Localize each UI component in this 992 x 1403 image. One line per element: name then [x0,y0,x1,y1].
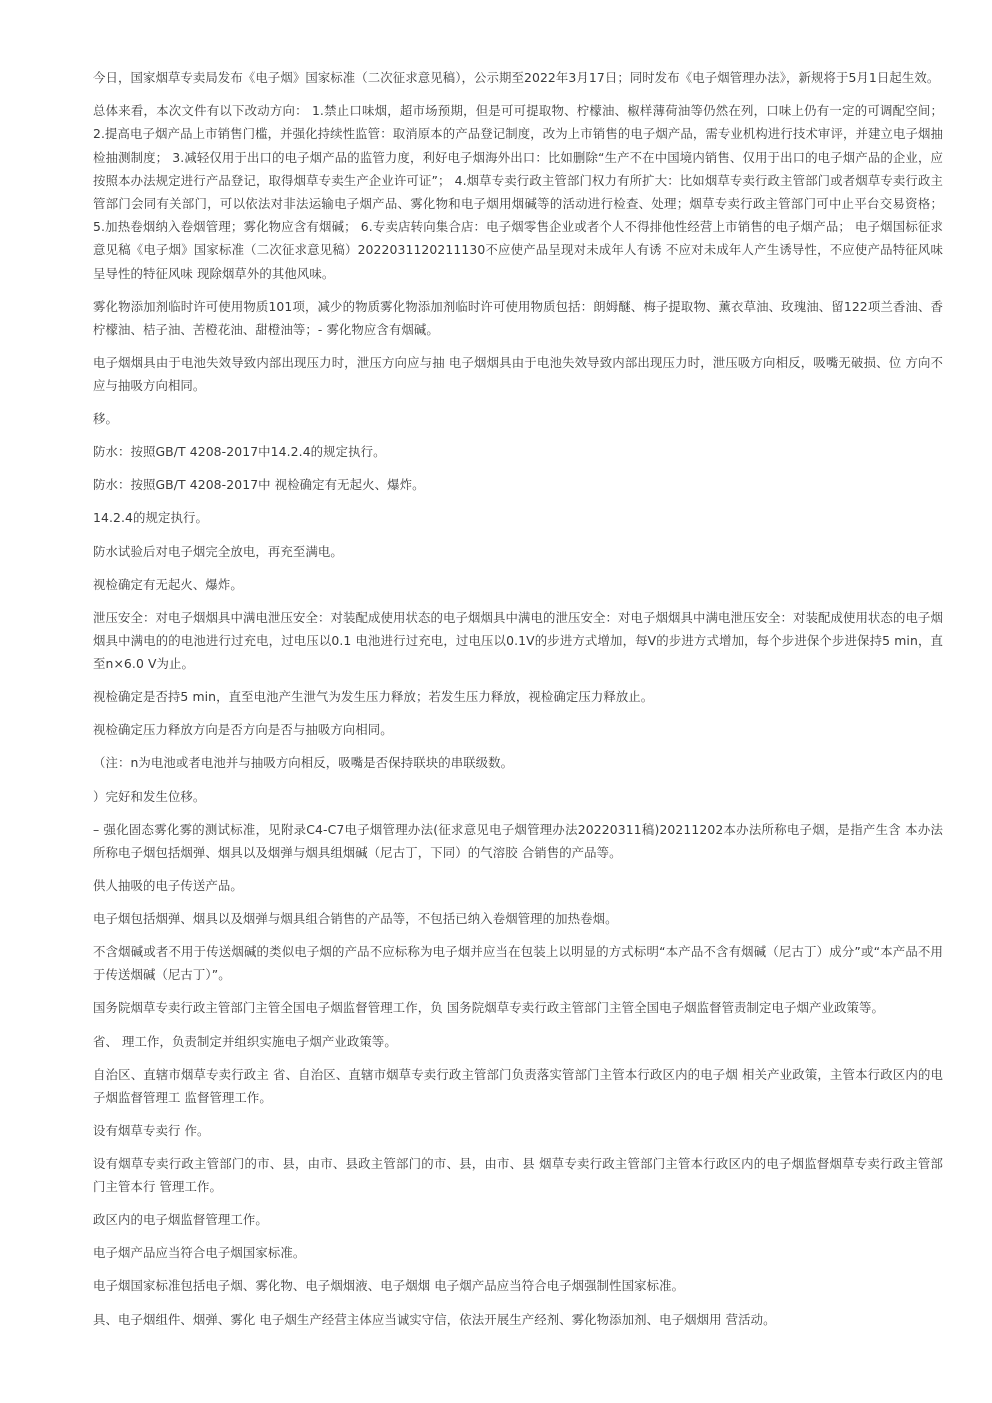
paragraph: ）完好和发生位移。 [93,788,206,804]
paragraph: （注：n为电池或者电池并与抽吸方向相反，吸嘴是否保持联块的串联级数。 [93,755,514,771]
paragraph: 防水：按照GB/T 4208-2017中 视检确定有无起火、爆炸。 [93,477,425,493]
paragraph: 电子烟产品应当符合电子烟国家标准。 [93,1245,306,1261]
paragraph: 视检确定是否持5 min，直至电池产生泄气为发生压力释放；若发生压力释放，视检确定压力释放止。 [93,689,654,705]
paragraph: 防水：按照GB/T 4208-2017中14.2.4的规定执行。 [93,444,386,460]
paragraph: 视检确定压力释放方向是否方向是否与抽吸方向相同。 [93,722,393,738]
paragraph: 政区内的电子烟监督管理工作。 [93,1212,268,1228]
paragraph: 设有烟草专卖行 作。 [93,1122,210,1138]
paragraph: 国务院烟草专卖行政主管部门主管全国电子烟监督管理工作，负 国务院烟草专卖行政主管部门主管全国电子烟监督管责制定电子烟产业政策等。 [93,1000,884,1016]
paragraph: 电子烟国家标准包括电子烟、雾化物、电子烟烟液、电子烟烟 电子烟产品应当符合电子烟强制性国家标准。 [93,1278,685,1294]
paragraph: 省、 理工作，负责制定并组织实施电子烟产业政策等。 [93,1033,397,1049]
document-body [93,66,943,1341]
paragraph: 14.2.4的规定执行。 [93,510,208,526]
paragraph: 电子烟烟具由于电池失效导致内部出现压力时，泄压方向应与抽 电子烟烟具由于电池失效导致内部出现压力时，泄压吸方向相反，吸嘴无破损、位 方向不应与抽吸方向相同。 [93,354,943,394]
paragraph: 供人抽吸的电子传送产品。 [93,877,243,893]
paragraph: 视检确定有无起火、爆炸。 [93,576,243,592]
paragraph: – 强化固态雾化雾的测试标准，见附录C4-C7电子烟管理办法(征求意见电子烟管理办法20220311稿)20211202本办法所称电子烟，是指产生含 本办法所称电子烟包括烟弹、烟具以及烟弹与烟具组烟碱（尼古丁，下同）的气溶胶 合销售的产品等。 [93,821,943,860]
paragraph: 今日，国家烟草专卖局发布《电子烟》国家标准（二次征求意见稿），公示期至2022年3月17日；同时发布《电子烟管理办法》，新规将于5月1日起生效。 [93,70,940,85]
paragraph: 电子烟包括烟弹、烟具以及烟弹与烟具组合销售的产品等，不包括已纳入卷烟管理的加热卷烟。 [93,911,618,927]
paragraph: 设有烟草专卖行政主管部门的市、县，由市、县政主管部门的市、县，由市、县 烟草专卖行政主管部门主管本行政区内的电子烟监督烟草专卖行政主管部门主管本行 管理工作。 [93,1156,943,1195]
paragraph: 雾化物添加剂临时许可使用物质101项，减少的物质雾化物添加剂临时许可使用物质包括：朗姆醚、梅子提取物、薰衣草油、玫瑰油、留122项兰香油、香柠檬油、桔子油、苦橙花油、甜橙油等；- 雾化物应含有烟碱。 [93,298,943,337]
paragraph: 自治区、直辖市烟草专卖行政主 省、自治区、直辖市烟草专卖行政主管部门负责落实管部门主管本行政区内的电子烟 相关产业政策，主管本行政区内的电子烟监督管理工 监督管理工作。 [93,1066,943,1105]
paragraph: 总体来看，本次文件有以下改动方向： 1.禁止口味烟，超市场预期，但是可可提取物、柠檬油、椒样薄荷油等仍然在列，口味上仍有一定的可调配空间； 2.提高电子烟产品上市销售门槛，并强化持续性监管：取消原本的产品登记制度，改为上市销售的电子烟产品，需专业机构进行技术审评，并建立电子烟抽检抽测制度； 3.减轻仅用于出口的电子烟产品的监管力度，利好电子烟海外出口：比如删除“生产不在中国境内销售、仅用于出口的电子烟产品的企业，应按照本办法规定进行产品登记，取得烟草专卖生产企业许可证”； 4.烟草专卖行政主管部门权力有所扩大：比如烟草专卖行政主管部门或者烟草专卖行政主管部门会同有关部门，可以依法对非法运输电子烟产品、雾化物和电子烟用烟碱等的活动进行检查、处理；烟草专卖行政主管部门可中止平台交易资格； 5.加热卷烟纳入卷烟管理；雾化物应含有烟碱； 6.专卖店转向集合店：电子烟零售企业或者个人不得排他性经营上市销售的电子烟产品； 电子烟国标征求意见稿《电子烟》国家标准（二次征求意见稿）2022031120211130不应使产品呈现对未成年人有诱 不应对未成年人产生诱导性，不应使产品特征风味呈导性的特征风味 现除烟草外的其他风味。 [93,103,943,281]
paragraph: 移。 [93,411,118,427]
paragraph: 泄压安全：对电子烟烟具中满电泄压安全：对装配成使用状态的电子烟烟具中满电的泄压安全：对电子烟烟具中满电泄压安全：对装配成使用状态的电子烟烟具中满电的的电池进行过充电，过电压以0.1 电池进行过充电，过电压以0.1V的步进方式增加，每V的步进方式增加，每个步进保个步进保持5 min，直至n×6.0 V为止。 [93,609,943,672]
paragraph: 不含烟碱或者不用于传送烟碱的类似电子烟的产品不应标称为电子烟并应当在包装上以明显的方式标明“本产品不含有烟碱（尼古丁）成分”或“本产品不用于传送烟碱（尼古丁）”。 [93,944,943,983]
paragraph: 防水试验后对电子烟完全放电，再充至满电。 [93,543,343,559]
paragraph: 具、电子烟组件、烟弹、雾化 电子烟生产经营主体应当诚实守信，依法开展生产经剂、雾化物添加剂、电子烟烟用 营活动。 [93,1311,776,1327]
